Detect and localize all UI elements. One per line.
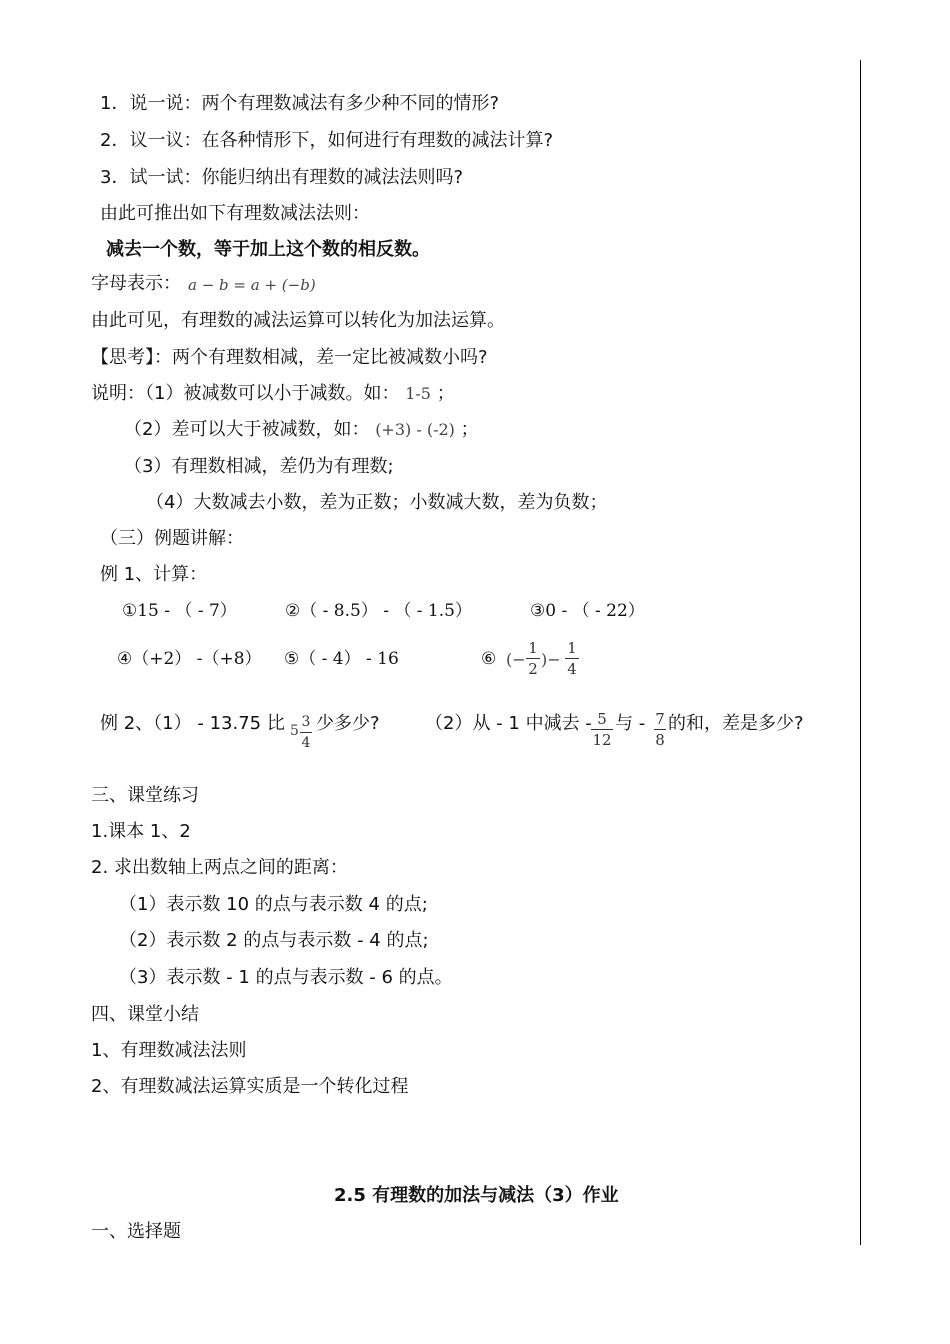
example-2-part-c: （2）从 - 1 中减去 - [425, 713, 592, 734]
practice-2: 2. 求出数轴上两点之间的距离： [91, 857, 348, 878]
fraction-bar [591, 729, 613, 730]
section-practice: 三、课堂练习 [91, 785, 199, 806]
practice-2-3: （3）表示数 - 1 的点与表示数 - 6 的点。 [119, 967, 453, 988]
example-1-item-1: ①15 - （ - 7） [122, 601, 237, 621]
derive-line: 由此可推出如下有理数减法法则： [100, 203, 370, 224]
letter-label: 字母表示： [91, 273, 181, 294]
example-1-item-4: ④（+2） -（+8） [117, 649, 262, 669]
example-1-item-2: ②（ - 8.5） - （ - 1.5） [285, 601, 472, 621]
fraction-numerator: 7 [655, 710, 665, 728]
fraction-numerator: 5 [597, 710, 607, 728]
explain-1-example: 1-5 [405, 384, 431, 403]
explain-2-text: （2）差可以大于被减数，如： [124, 419, 370, 440]
example-1-label: 例 1、计算： [100, 564, 208, 585]
fraction-bar [300, 732, 312, 733]
item-6-mid: )− [541, 650, 561, 669]
fraction-denominator: 4 [567, 660, 577, 678]
item-6-fraction-2 [565, 640, 579, 677]
example-2-part-e: 的和，差是多少? [668, 713, 804, 734]
explain-1-end: ； [436, 383, 455, 404]
practice-2-1: （1）表示数 10 的点与表示数 4 的点; [119, 894, 428, 915]
fraction-bar [565, 658, 579, 659]
question-2: 2．议一议：在各种情形下，如何进行有理数的减法计算? [100, 130, 554, 151]
example-2-part-a: 例 2、（1） - 13.75 比 [100, 713, 285, 734]
example-2-mixed-fraction [300, 714, 312, 751]
conclusion-line: 由此可见，有理数的减法运算可以转化为加法运算。 [91, 310, 505, 331]
explain-2 [124, 417, 479, 443]
fraction-numerator: 3 [301, 714, 311, 730]
fraction-bar [654, 729, 666, 730]
example-1-item-5: ⑤（ - 4） - 16 [284, 649, 399, 669]
fraction-denominator: 12 [592, 731, 612, 749]
example-2-mixed-whole: 5 [290, 723, 299, 739]
item-6-paren-open: (− [506, 650, 526, 669]
letter-formula: a − b = a + (−b) [188, 276, 316, 294]
fraction-numerator: 1 [567, 639, 577, 657]
page-margin-rule [860, 60, 861, 1245]
example-2-fraction-1 [591, 711, 613, 748]
fraction-numerator: 1 [528, 639, 538, 657]
example-2-fraction-2 [654, 711, 666, 748]
practice-1: 1.课本 1、2 [91, 821, 191, 842]
example-1-item-3: ③0 - （ - 22） [530, 601, 645, 621]
example-2-part-d: 与 - [615, 713, 646, 734]
fraction-denominator: 8 [655, 731, 665, 749]
fraction-denominator: 4 [301, 735, 311, 751]
explain-2-end: ； [460, 419, 479, 440]
explain-4: （4）大数减去小数，差为正数；小数减大数，差为负数； [146, 492, 608, 513]
fraction-denominator: 2 [528, 660, 538, 678]
item-6-fraction-1 [526, 640, 540, 677]
example-1-item-6: ⑥ [481, 649, 497, 669]
explain-1 [91, 381, 455, 407]
practice-2-2: （2）表示数 2 的点与表示数 - 4 的点; [119, 930, 429, 951]
section-summary: 四、课堂小结 [91, 1004, 199, 1025]
section-examples: （三）例题讲解： [100, 528, 244, 549]
homework-section-1: 一、选择题 [91, 1221, 181, 1242]
example-2-part-b: 少多少? [316, 713, 380, 734]
explain-2-example: (+3) - (-2) [375, 420, 455, 439]
question-3: 3．试一试：你能归纳出有理数的减法法则吗? [100, 167, 464, 188]
question-1: 1．说一说：两个有理数减法有多少种不同的情形? [100, 93, 500, 114]
fraction-bar [526, 658, 540, 659]
subtraction-rule: 减去一个数，等于加上这个数的相反数。 [106, 239, 430, 260]
homework-title: 2.5 有理数的加法与减法（3）作业 [334, 1185, 619, 1206]
think-line: 【思考】：两个有理数相减，差一定比被减数小吗? [91, 347, 488, 368]
explain-1-text: 说明：（1）被减数可以小于减数。如： [91, 383, 400, 404]
explain-3: （3）有理数相减，差仍为有理数; [124, 456, 394, 477]
summary-1: 1、有理数减法法则 [91, 1040, 247, 1061]
summary-2: 2、有理数减法运算实质是一个转化过程 [91, 1076, 409, 1097]
